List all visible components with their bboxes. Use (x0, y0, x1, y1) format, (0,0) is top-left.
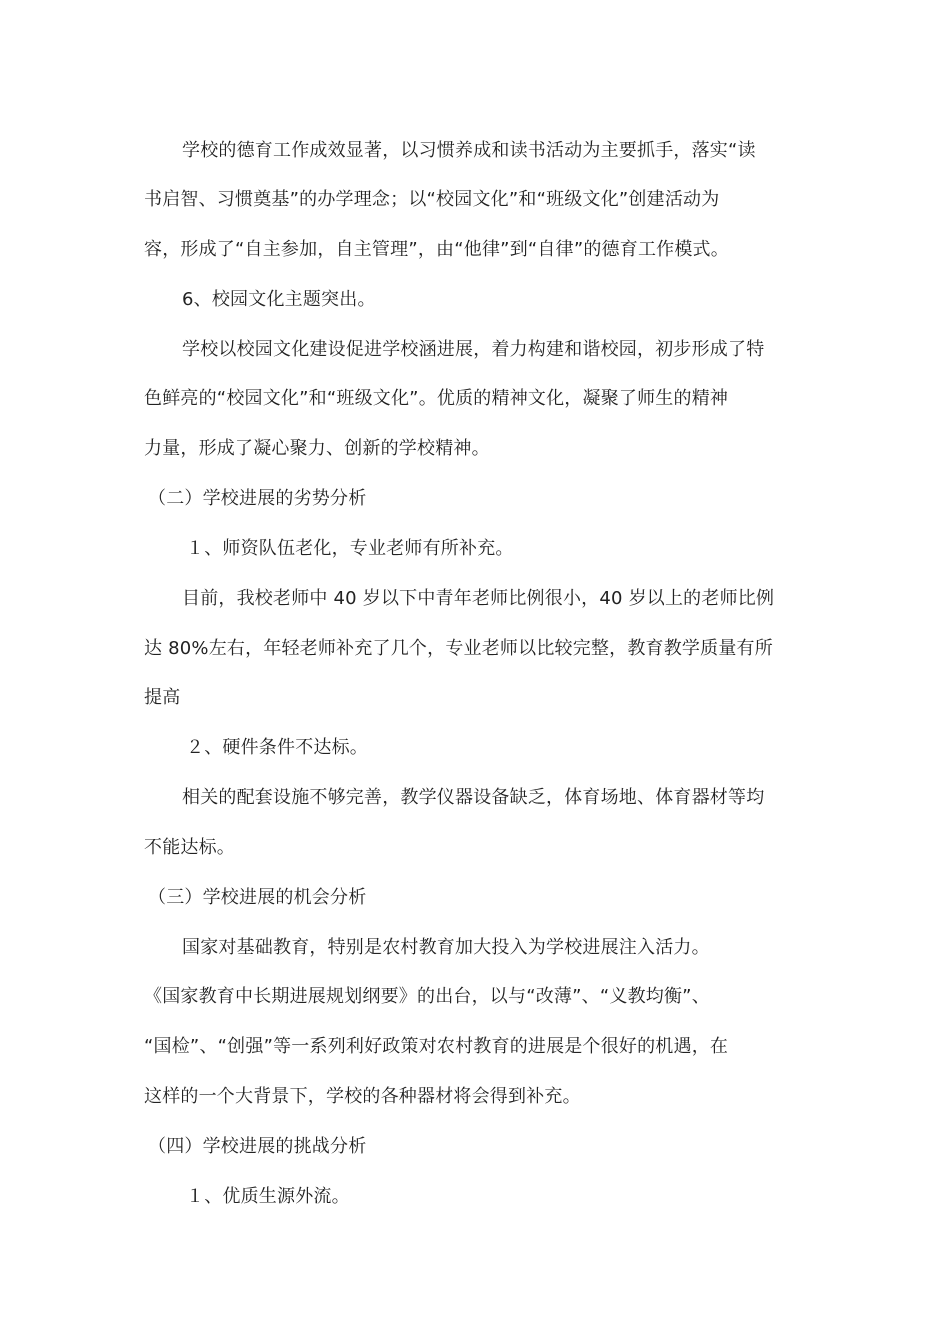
section-heading: （四）学校进展的挑战分析 (148, 1136, 367, 1157)
paragraph-line: 达 80%左右，年轻老师补充了几个，专业老师以比较完整，教育教学质量有所 (144, 638, 773, 659)
subsection-heading: ２、硬件条件不达标。 (186, 737, 368, 758)
paragraph-line: 学校的德育工作成效显著，以习惯养成和读书活动为主要抓手，落实“读 (182, 140, 756, 161)
section-heading: （二）学校进展的劣势分析 (148, 488, 367, 509)
paragraph-line: 不能达标。 (144, 837, 235, 858)
paragraph-line: 容，形成了“自主参加，自主管理”，由“他律”到“自律”的德育工作模式。 (144, 239, 729, 260)
subsection-heading: １、师资队伍老化，专业老师有所补充。 (186, 538, 514, 559)
paragraph-line: 相关的配套设施不够完善，教学仪器设备缺乏，体育场地、体育器材等均 (182, 787, 765, 808)
paragraph-line: 色鲜亮的“校园文化”和“班级文化”。优质的精神文化，凝聚了师生的精神 (144, 388, 729, 409)
paragraph-line: 目前，我校老师中 40 岁以下中青年老师比例很小，40 岁以上的老师比例 (182, 588, 775, 609)
paragraph-line: 书启智、习惯奠基”的办学理念；以“校园文化”和“班级文化”创建活动为 (144, 189, 720, 210)
paragraph-line: 《国家教育中长期进展规划纲要》的出台，以与“改薄”、“义教均衡”、 (144, 986, 710, 1007)
section-heading: （三）学校进展的机会分析 (148, 887, 367, 908)
section-heading: 6、校园文化主题突出。 (182, 289, 376, 310)
paragraph-line: 这样的一个大背景下，学校的各种器材将会得到补充。 (144, 1086, 581, 1107)
paragraph-line: 力量，形成了凝心聚力、创新的学校精神。 (144, 438, 490, 459)
subsection-heading: １、优质生源外流。 (186, 1186, 350, 1207)
paragraph-line: 提高 (144, 687, 181, 708)
paragraph-line: “国检”、“创强”等一系列利好政策对农村教育的进展是个很好的机遇，在 (144, 1036, 729, 1057)
paragraph-line: 国家对基础教育，特别是农村教育加大投入为学校进展注入活力。 (182, 937, 710, 958)
paragraph-line: 学校以校园文化建设促进学校涵进展，着力构建和谐校园，初步形成了特 (182, 339, 765, 360)
